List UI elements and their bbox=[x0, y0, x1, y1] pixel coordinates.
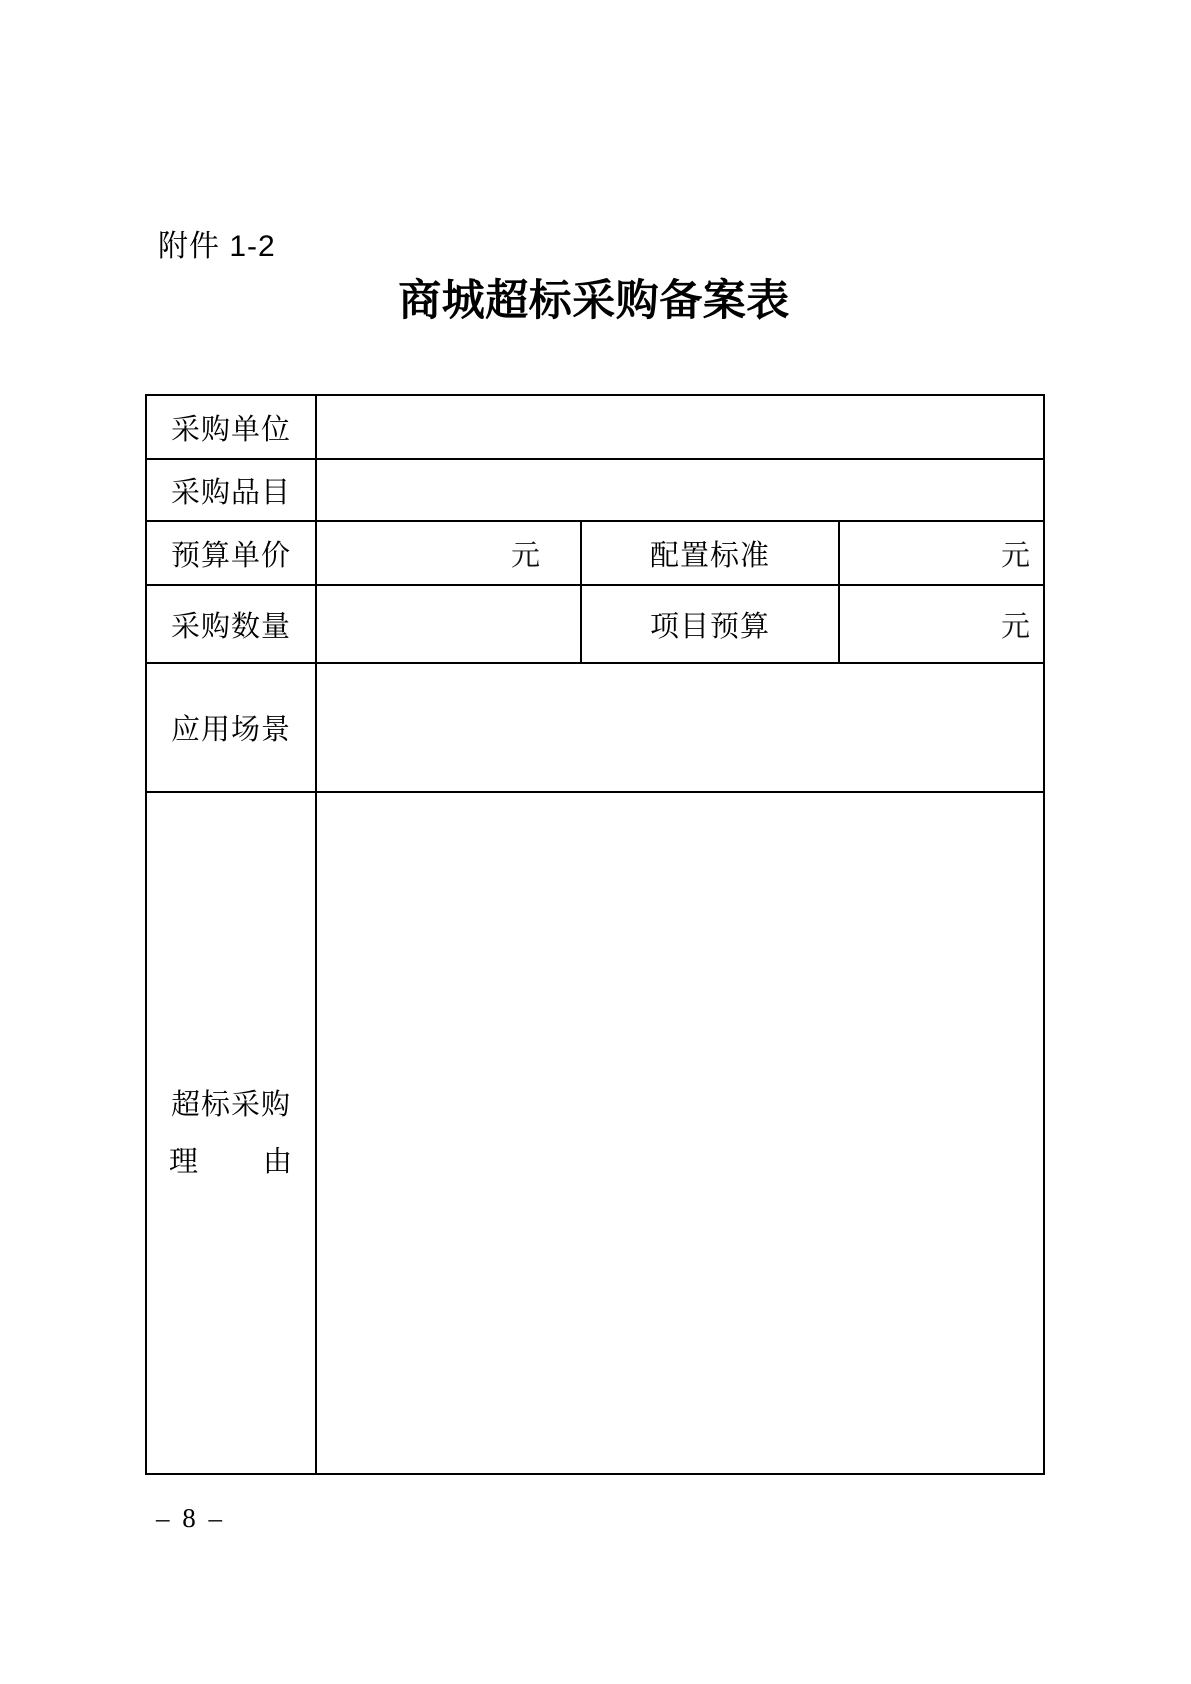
purchase-unit-label: 采购单位 bbox=[146, 395, 316, 459]
over-standard-reason-char1: 理 bbox=[169, 1145, 200, 1178]
table-row-purchase-unit bbox=[146, 395, 1044, 459]
table-row-budget-price bbox=[146, 521, 1044, 585]
over-standard-reason-char2: 由 bbox=[262, 1145, 293, 1178]
application-scenario-label: 应用场景 bbox=[146, 663, 316, 792]
attachment-number-label: 附件 1-2 bbox=[158, 230, 276, 263]
procurement-form-table bbox=[145, 394, 1045, 1475]
table-row-purchase-item bbox=[146, 459, 1044, 521]
over-standard-reason-line2 bbox=[169, 1147, 293, 1177]
project-budget-unit: 元 bbox=[839, 585, 1044, 663]
config-standard-unit: 元 bbox=[839, 521, 1044, 585]
table-row-over-standard-reason bbox=[146, 792, 1044, 1474]
over-standard-reason-label-cell bbox=[146, 792, 316, 1474]
purchase-unit-value-cell bbox=[316, 395, 1044, 459]
page-number: – 8 – bbox=[156, 1503, 225, 1533]
table-row-application-scenario bbox=[146, 663, 1044, 792]
over-standard-reason-value-cell bbox=[316, 792, 1044, 1474]
purchase-item-value-cell bbox=[316, 459, 1044, 521]
budget-unit-price-label: 预算单价 bbox=[146, 521, 316, 585]
project-budget-label: 项目预算 bbox=[581, 585, 839, 663]
budget-unit-price-unit: 元 bbox=[316, 521, 581, 585]
over-standard-reason-line1: 超标采购 bbox=[170, 1088, 291, 1121]
purchase-quantity-value-cell bbox=[316, 585, 581, 663]
config-standard-label: 配置标准 bbox=[581, 521, 839, 585]
page-title: 商城超标采购备案表 bbox=[398, 278, 790, 325]
application-scenario-value-cell bbox=[316, 663, 1044, 792]
table-row-quantity-budget bbox=[146, 585, 1044, 663]
purchase-item-label: 采购品目 bbox=[146, 459, 316, 521]
purchase-quantity-label: 采购数量 bbox=[146, 585, 316, 663]
over-standard-reason-label bbox=[169, 1090, 293, 1177]
